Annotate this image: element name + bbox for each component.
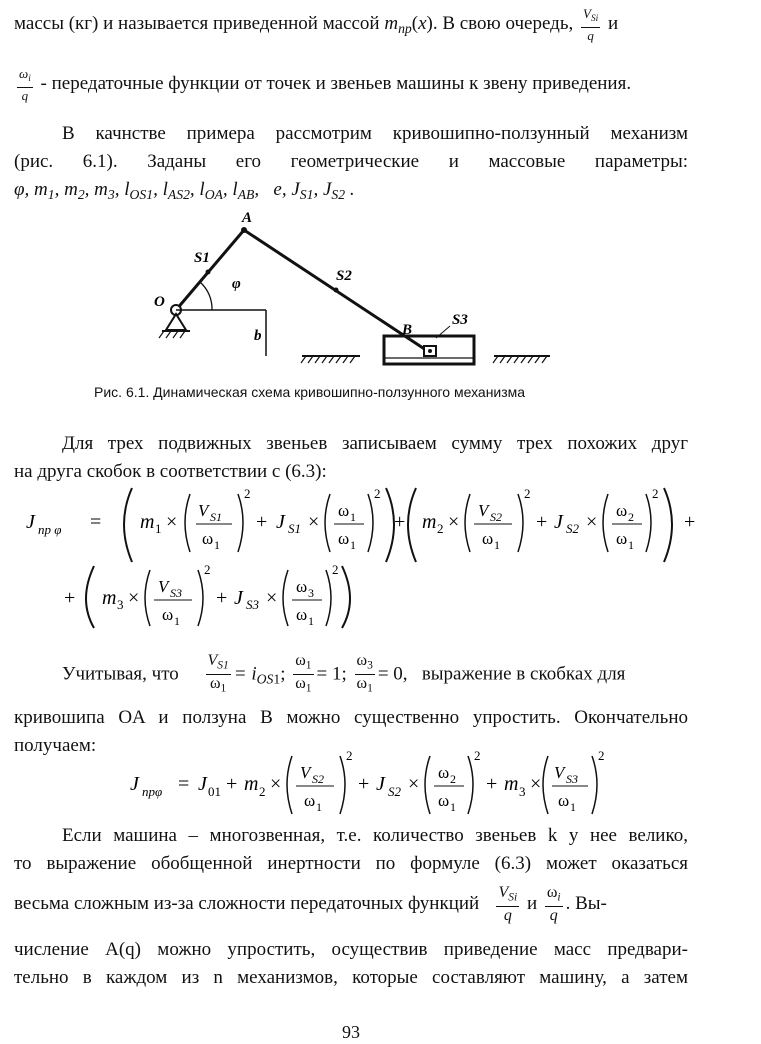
svg-text:1: 1 <box>350 510 356 524</box>
svg-text:S2: S2 <box>388 784 401 799</box>
label-eccentricity: b <box>254 328 262 344</box>
text-fragment: - передаточные функции от точек и звеньев машины к звену приведения. <box>35 72 632 94</box>
svg-text:J: J <box>234 587 243 609</box>
svg-text:2: 2 <box>374 486 381 501</box>
label-s2: S2 <box>336 268 352 284</box>
text-line-1: массы (кг) и называется приведенной массой $m_{пр}(x)$. В свою очередь, $\frac{V_{Si}}{q}$ и <box>14 6 619 43</box>
fraction-vsi-over-q: $\frac{V_{Si}}{q}$ <box>582 6 599 43</box>
svg-text:×: × <box>266 587 278 609</box>
svg-text:V: V <box>158 577 169 596</box>
text-fragment: В качнстве примера рассмотрим кривошипно-ползунный механизм <box>62 123 688 144</box>
svg-text:2: 2 <box>524 486 531 501</box>
text-fragment: получаем: <box>14 735 97 756</box>
svg-text:ω: ω <box>296 577 308 596</box>
svg-text:ω: ω <box>438 791 450 810</box>
svg-text:1: 1 <box>174 614 180 628</box>
text-fragment: массы (кг) и называется приведенной массой <box>14 12 385 34</box>
text-line-8: Учитывая, что $\frac{V_{S1}}{\omega_1}$ = $i_{OS1}$; $\frac{\omega_1}{\omega_1}$ = 1; $\frac{\omega_3}{\omega_1}$ = 0, выражение в скобках для <box>62 652 688 698</box>
svg-text:ω: ω <box>438 763 450 782</box>
svg-text:ω: ω <box>304 791 316 810</box>
svg-text:+: + <box>256 511 268 533</box>
text-fragment: и <box>526 893 538 915</box>
svg-text:m: m <box>244 773 259 795</box>
equation-simplified <box>128 748 608 824</box>
text-fragment: (рис. 6.1). Заданы его геометрические и массовые параметры: <box>14 151 688 172</box>
svg-text:2: 2 <box>474 748 481 763</box>
svg-text:V: V <box>198 501 209 520</box>
text-fragment: Для трех подвижных звеньев записываем сумму трех похожих друг <box>62 433 688 454</box>
svg-text:S2: S2 <box>490 510 502 524</box>
svg-text:S1: S1 <box>288 521 301 536</box>
svg-text:1: 1 <box>628 538 634 552</box>
svg-text:J: J <box>26 511 35 533</box>
svg-text:=: = <box>90 511 102 533</box>
text-line-2 <box>14 66 631 103</box>
svg-text:2: 2 <box>204 562 211 577</box>
text-fragment: и <box>603 12 619 34</box>
figure-caption: Рис. 6.1. Динамическая схема кривошипно-ползунного механизма <box>94 384 526 400</box>
svg-text:S1: S1 <box>210 510 222 524</box>
svg-text:m: m <box>140 511 155 533</box>
text-fragment: кривошипа OA и ползуна B можно существенно упростить. Окончательно <box>14 707 688 728</box>
point-s1 <box>206 270 211 275</box>
svg-text:2: 2 <box>244 486 251 501</box>
parameters-line: φ, $m_1$, $m_2$, $m_3$, $l_{OS1}$, $l_{AS2}$, $l_{OA}$, $l_{AB}$, e, $J_{S1}$, $J_{S2}$ . <box>14 179 355 203</box>
svg-text:01: 01 <box>208 784 221 799</box>
text-fragment: то выражение обобщенной инертности по формуле (6.3) может оказаться <box>14 853 688 874</box>
svg-text:1: 1 <box>450 800 456 814</box>
text-fragment: . Вы- <box>565 893 607 915</box>
text-fragment: Если машина – многозвенная, т.е. количество звеньев k у нее велико, <box>62 825 688 846</box>
svg-text:1: 1 <box>214 538 220 552</box>
svg-text:×: × <box>270 773 282 795</box>
svg-text:1: 1 <box>308 614 314 628</box>
joint-a <box>241 227 247 233</box>
svg-text:3: 3 <box>308 586 314 600</box>
svg-text:2: 2 <box>346 748 353 763</box>
svg-text:2: 2 <box>259 784 266 799</box>
mechanism-diagram <box>150 208 560 378</box>
svg-text:V: V <box>478 501 489 520</box>
text-fragment: весьма сложным из-за сложности передаточных функций <box>14 893 480 915</box>
svg-text:2: 2 <box>598 748 605 763</box>
fraction-vsi-over-q-2: $\frac{V_{Si}}{q}$ <box>498 884 518 925</box>
svg-text:ω: ω <box>616 501 628 520</box>
svg-text:ω: ω <box>202 529 214 548</box>
svg-text:V: V <box>554 763 565 782</box>
svg-text:m: m <box>102 587 117 609</box>
angle-arc <box>200 282 212 310</box>
text-line-11 <box>62 824 688 848</box>
svg-text:+: + <box>684 511 696 533</box>
svg-text:+: + <box>536 511 548 533</box>
svg-text:V: V <box>300 763 311 782</box>
svg-text:2: 2 <box>628 510 634 524</box>
svg-text:m: m <box>422 511 437 533</box>
svg-text:ω: ω <box>616 529 628 548</box>
text-line-15 <box>14 966 688 990</box>
svg-text:J: J <box>130 773 139 795</box>
svg-text:1: 1 <box>155 521 162 536</box>
label-o: O <box>154 294 165 310</box>
svg-text:1: 1 <box>494 538 500 552</box>
svg-text:S2: S2 <box>566 521 579 536</box>
svg-text:S3: S3 <box>170 586 182 600</box>
svg-text:J: J <box>554 511 563 533</box>
svg-text:ω: ω <box>296 605 308 624</box>
svg-text:×: × <box>166 511 178 533</box>
svg-text:ω: ω <box>338 501 350 520</box>
svg-text:×: × <box>448 511 460 533</box>
text-line-7 <box>14 460 327 484</box>
text-line-13 <box>14 884 607 925</box>
fraction-omegai-over-q: $\frac{\omega_i}{q}$ <box>546 884 561 925</box>
text-fragment: . В свою очередь, <box>432 12 578 34</box>
svg-text:ω: ω <box>558 791 570 810</box>
svg-text:3: 3 <box>519 784 526 799</box>
fraction-vs1-over-omega1: $\frac{V_{S1}}{\omega_1}$ <box>207 652 229 695</box>
text-fragment: Учитывая, что <box>62 663 179 685</box>
svg-text:2: 2 <box>437 521 444 536</box>
svg-text:1: 1 <box>316 800 322 814</box>
svg-text:+: + <box>64 587 76 609</box>
fraction-omega1-over-omega1: $\frac{\omega_1}{\omega_1}$ <box>295 652 312 695</box>
svg-text:+: + <box>358 773 370 795</box>
pivot-support <box>166 314 186 330</box>
svg-text:m: m <box>504 773 519 795</box>
svg-text:+: + <box>486 773 498 795</box>
label-s3: S3 <box>452 312 468 328</box>
point-s2 <box>334 288 339 293</box>
svg-text:1: 1 <box>350 538 356 552</box>
text-line-4 <box>14 150 688 174</box>
svg-text:2: 2 <box>652 486 659 501</box>
fraction-omega-over-q: $\frac{\omega_i}{q}$ <box>19 66 31 103</box>
text-line-14 <box>14 938 688 962</box>
svg-text:3: 3 <box>117 597 124 612</box>
text-fragment: на друга скобок в соответствии с (6.3): <box>14 461 327 482</box>
text-line-6 <box>62 432 688 456</box>
svg-text:2: 2 <box>332 562 339 577</box>
svg-text:+: + <box>216 587 228 609</box>
fraction-omega3-over-omega1: $\frac{\omega_3}{\omega_1}$ <box>356 652 373 695</box>
svg-text:+: + <box>226 773 238 795</box>
svg-text:J: J <box>198 773 207 795</box>
svg-text:пр φ: пр φ <box>38 522 62 537</box>
svg-text:ω: ω <box>162 605 174 624</box>
svg-text:ω: ω <box>482 529 494 548</box>
svg-text:=: = <box>178 773 190 795</box>
svg-text:×: × <box>128 587 140 609</box>
page-number: 93 <box>342 1022 360 1042</box>
text-fragment: выражение в скобках для <box>421 663 626 685</box>
label-s1: S1 <box>194 250 210 266</box>
svg-text:×: × <box>408 773 420 795</box>
svg-text:ω: ω <box>338 529 350 548</box>
svg-text:×: × <box>308 511 320 533</box>
equation-inertia-sum <box>24 482 704 630</box>
svg-text:S3: S3 <box>246 597 259 612</box>
svg-text:J: J <box>276 511 285 533</box>
svg-text:J: J <box>376 773 385 795</box>
text-line-10 <box>14 734 96 758</box>
svg-text:1: 1 <box>570 800 576 814</box>
svg-text:S2: S2 <box>312 772 324 786</box>
svg-text:×: × <box>586 511 598 533</box>
svg-text:×: × <box>530 773 542 795</box>
svg-text:S3: S3 <box>566 772 578 786</box>
svg-text:+: + <box>394 511 406 533</box>
text-line-3 <box>62 122 688 146</box>
label-b: B <box>402 322 413 338</box>
svg-text:2: 2 <box>450 772 456 786</box>
text-line-12 <box>14 852 688 876</box>
label-a: A <box>242 210 253 226</box>
text-fragment: тельно в каждом из n механизмов, которые составляют машину, а затем <box>14 967 688 988</box>
svg-text:прφ: прφ <box>142 784 163 799</box>
label-phi: φ <box>232 276 241 292</box>
text-fragment: числение A(q) можно упростить, осуществив приведение масс предвари- <box>14 939 688 960</box>
text-line-9 <box>14 706 688 730</box>
